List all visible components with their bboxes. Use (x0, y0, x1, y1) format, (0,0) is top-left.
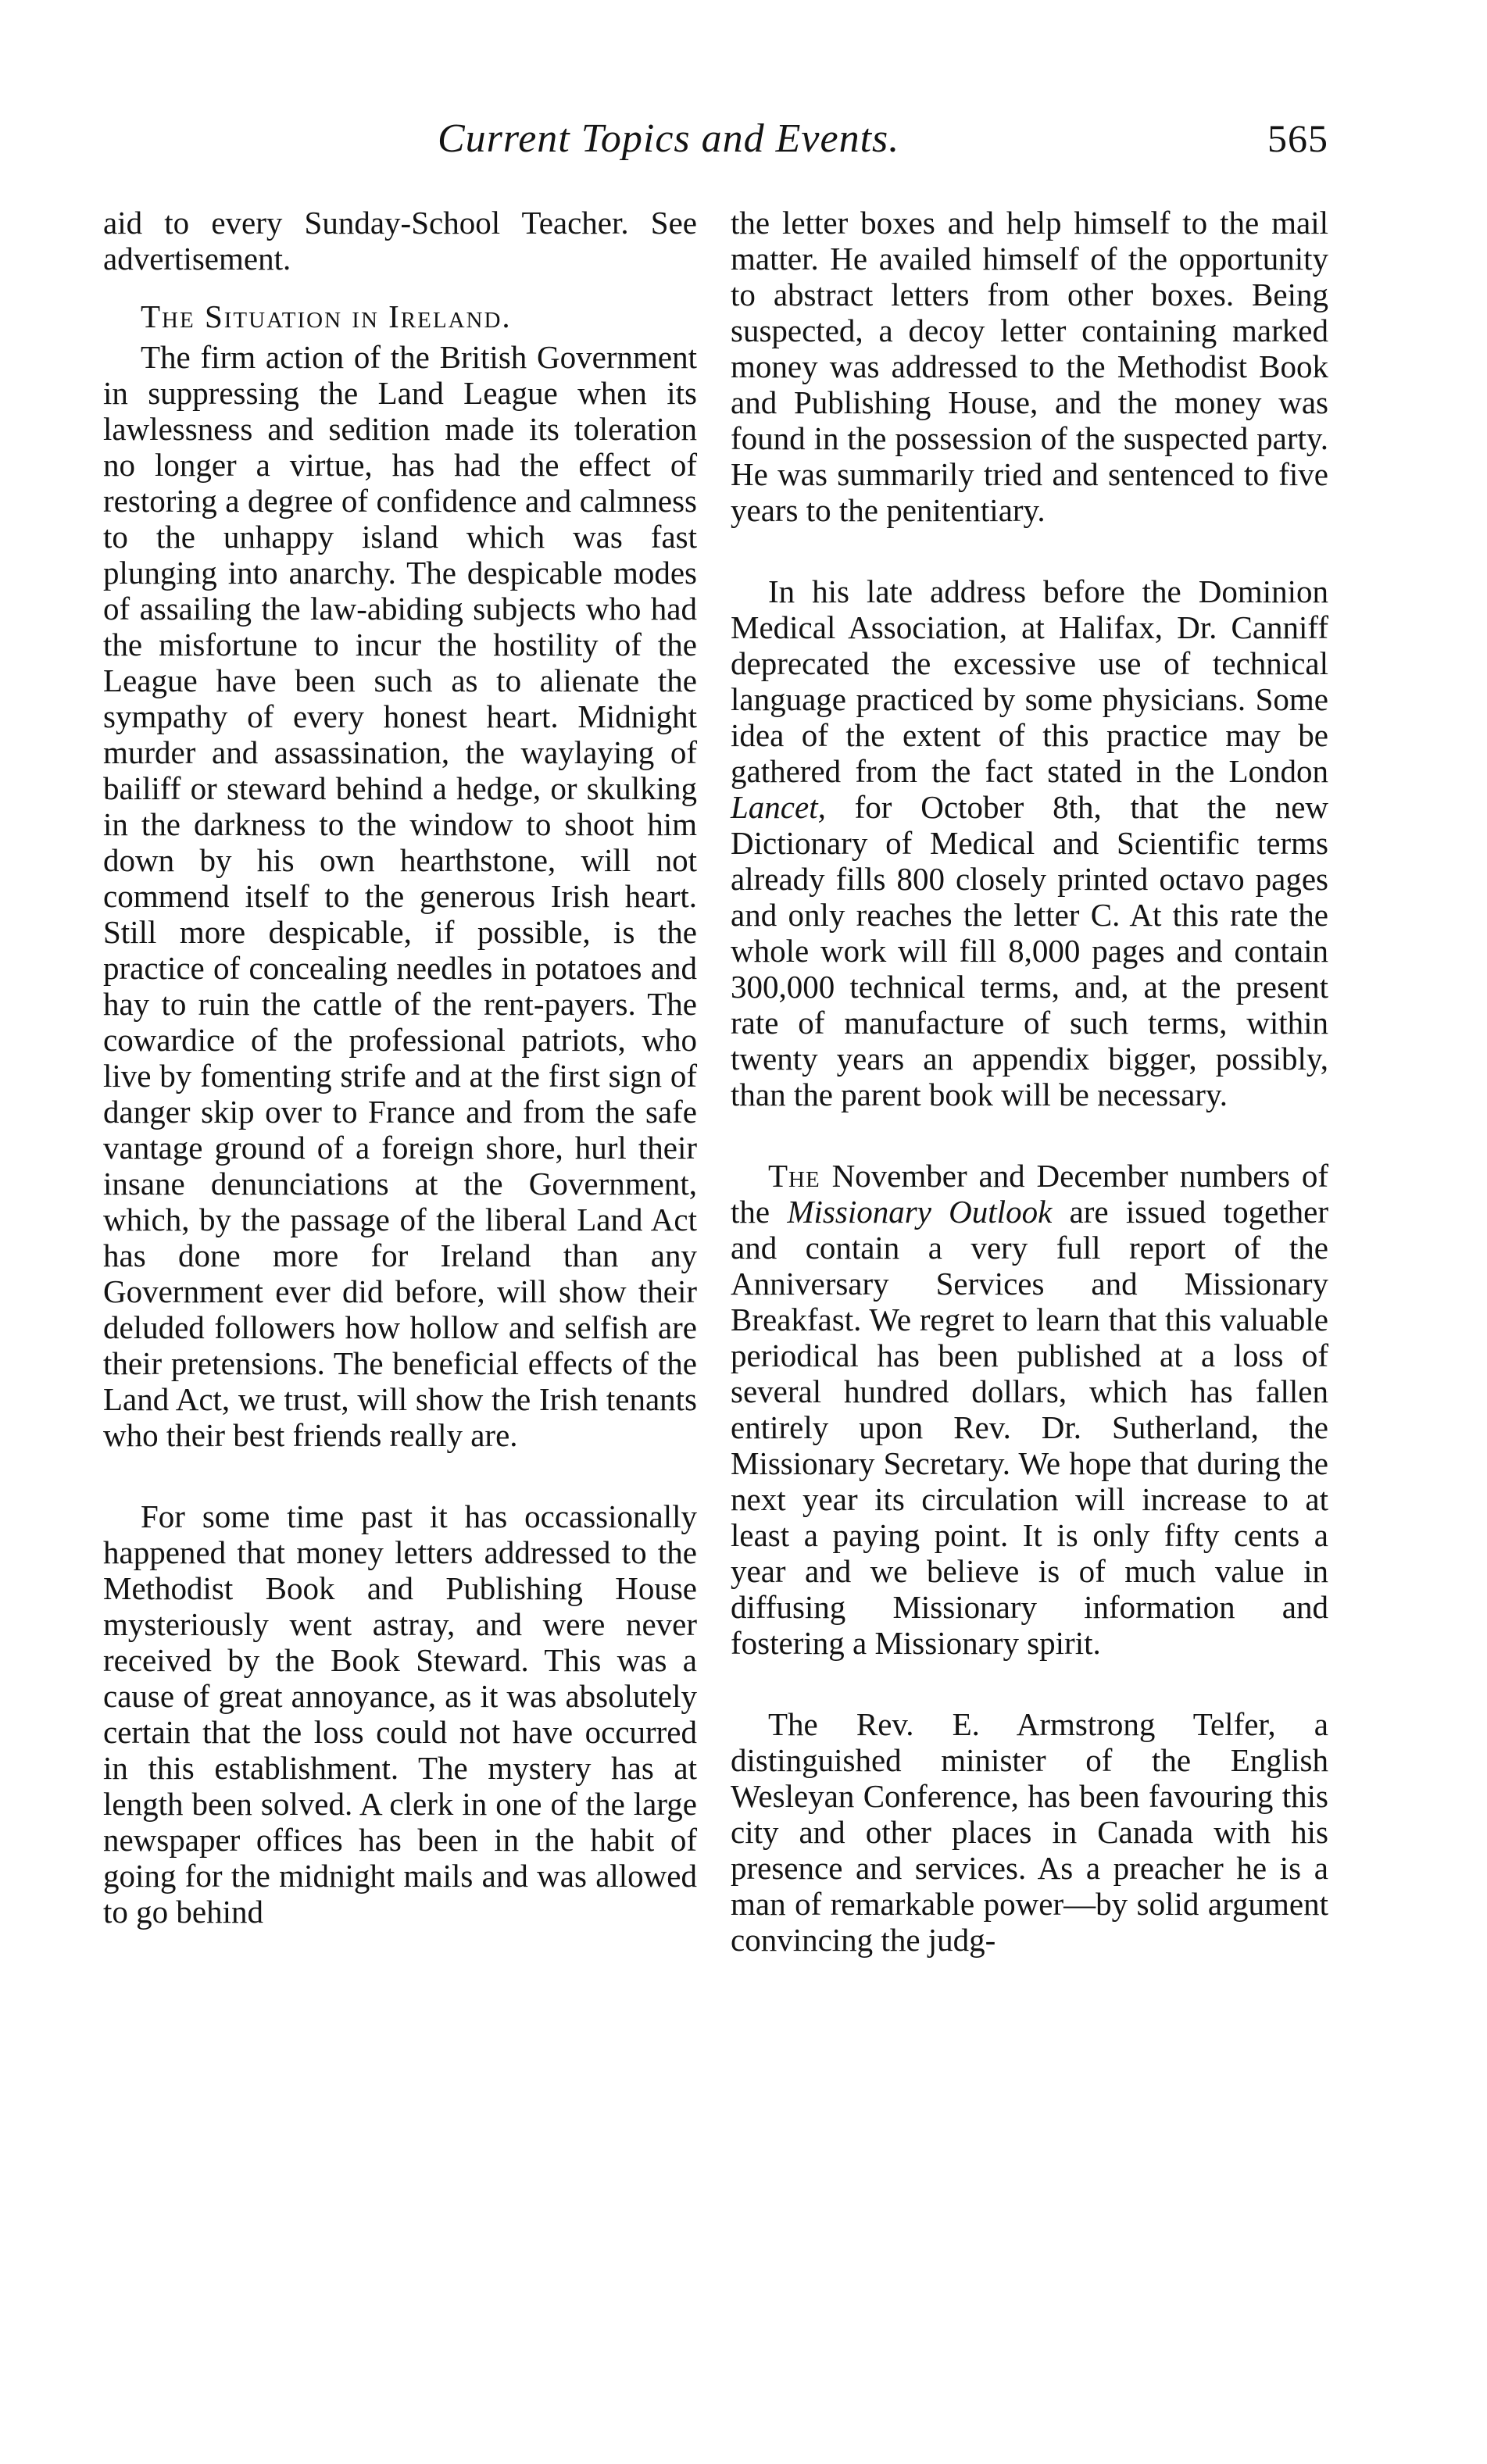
paragraph-letter-boxes: the letter boxes and help himself to the mail matter. He availed himself of the opportunity to abstract letters from other boxes. Being suspected, a decoy letter containing marked money was addressed to the Methodist Book and Publishing House, and the money was found in the possession of the suspected party. He was summarily tried and sentenced to five years to the penitentiary. (731, 205, 1328, 528)
right-column (731, 205, 1328, 1958)
paragraph-medical-association (731, 573, 1328, 1112)
paragraph-ireland: The firm action of the British Government in suppressing the Land League when its lawlessness and sedition made its toleration no longer a virtue, has had the effect of restoring a degree of confidence and calmness to the unhappy island which was fast plunging into anarchy. The despicable modes of assailing the law-abiding subjects who had the misfortune to incur the hostility of the League have been such as to alienate the sympathy of every honest heart. Midnight murder and assassination, the waylaying of bailiff or steward behind a hedge, or skulking in the darkness to the window to shoot him down by his own hearthstone, will not commend itself to the generous Irish heart. Still more despicable, if possible, is the practice of concealing needles in potatoes and hay to ruin the cattle of the rent-payers. The cowardice of the professional patriots, who live by fomenting strife and at the first sign of danger skip over to France and from the safe vantage ground of a foreign shore, hurl their insane denunciations at the Government, which, by the passage of the liberal Land Act has done more for Ireland than any Government ever did before, will show their deluded followers how hollow and selfish are their pretensions. The beneficial effects of the Land Act, we trust, will show the Irish tenants who their best friends really are. (103, 339, 697, 1453)
missionary-outlook-title: Missionary Outlook (787, 1194, 1053, 1230)
paragraph-telfer: The Rev. E. Armstrong Telfer, a distinguished minister of the English Wesleyan Conference, has been favouring this city and other places in Canada with his presence and services. As a preacher he is a man of remarkable power—by solid argument convincing the judg- (731, 1706, 1328, 1958)
section-heading-ireland: The Situation in Ireland. (141, 298, 512, 334)
running-title: Current Topics and Events. (438, 116, 900, 161)
paragraph-sunday-school-ad: aid to every Sunday-School Teacher. See advertisement. (103, 205, 697, 277)
left-column (103, 205, 697, 1930)
medical-text-a: In his late address before the Dominion Medical Association, at Halifax, Dr. Canniff deprecated the excessive use of technical language practiced by some physicians. Some idea of the extent of this practice may be gathered from the fact stated in the London (731, 573, 1328, 789)
running-head (438, 116, 1328, 170)
paragraph-money-letters: For some time past it has occassionally happened that money letters addressed to the Methodist Book and Publishing House mysteriously went astray, and were never received by the Book Steward. This was a cause of great annoyance, as it was absolutely certain that the loss could not have occurred in this establishment. The mystery has at length been solved. A clerk in one of the large newspaper offices has been in the habit of going for the midnight mails and was allowed to go behind (103, 1498, 697, 1930)
medical-text-b: for October 8th, that the new Dictionary of Medical and Scientific terms already fills 800 closely printed octavo pages and only reaches the letter C. At this rate the whole work will fill 8,000 pages and contain 300,000 technical terms, and, at the present rate of manufacture of such terms, within twenty years an appendix bigger, possibly, than the parent book will be necessary. (731, 789, 1328, 1112)
outlook-lead-word: The (768, 1158, 820, 1194)
lancet-title: Lancet, (731, 789, 826, 825)
page-number: 565 (1267, 116, 1328, 160)
outlook-text-a: November and December numbers of the (731, 1158, 1329, 1230)
paragraph-missionary-outlook (731, 1158, 1328, 1661)
outlook-text-b: are issued together and contain a very full report of the Anniversary Services and Missionary Breakfast. We regret to learn that this valuable periodical has been published at a loss of several hundred dollars, which has fallen entirely upon Rev. Dr. Sutherland, the Missionary Secretary. We hope that during the next year its circulation will increase to at least a paying point. It is only fifty cents a year and we believe is of much value in diffusing Missionary information and fostering a Missionary spirit. (731, 1194, 1329, 1661)
